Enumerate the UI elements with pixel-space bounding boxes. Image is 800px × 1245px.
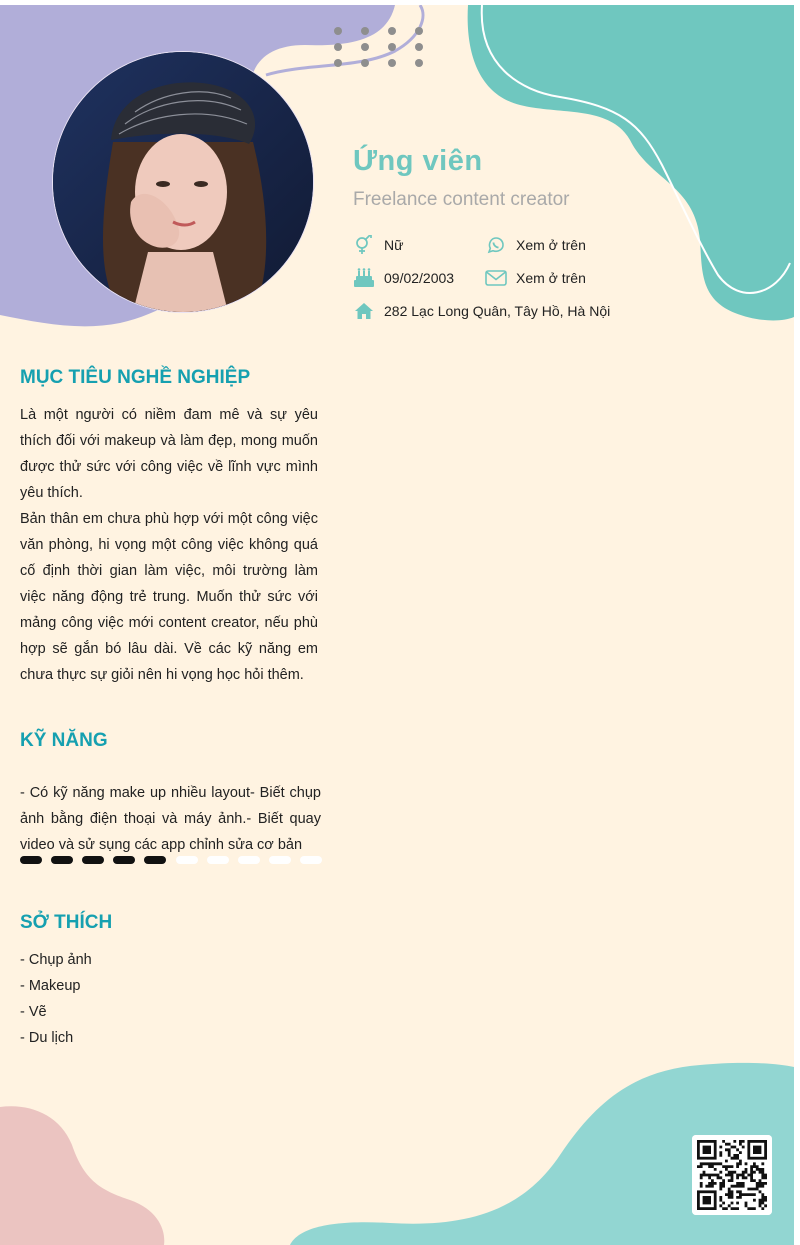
- career-objective-paragraph-2: Bản thân em chưa phù hợp với một công việc văn phòng, hi vọng một công việc không quá cố định thời gian làm việc, môi trường làm việc năng động trẻ trung. Muốn thử sức với mảng công việc mới content creator, nếu phù hợp sẽ gắn bó lâu dài. Về các kỹ năng em chưa thực sự giỏi nên hi vọng học hỏi thêm.: [20, 511, 318, 683]
- gender-icon: [353, 235, 375, 255]
- career-objective-paragraph-1: Là một người có niềm đam mê và sự yêu thích đối với makeup và làm đẹp, mong muốn được thử sức với công việc về lĩnh vực mình yêu thích.: [20, 407, 318, 501]
- email-value: Xem ở trên: [516, 270, 586, 286]
- hobbies-list: [20, 947, 92, 1051]
- address-value: 282 Lạc Long Quân, Tây Hồ, Hà Nội: [384, 303, 611, 319]
- gender-row: [353, 235, 403, 255]
- rating-dot-empty: [269, 856, 291, 864]
- candidate-name: Ứng viên: [353, 145, 483, 177]
- candidate-title: Freelance content creator: [353, 189, 570, 210]
- birthday-row: [353, 268, 454, 288]
- rating-dot-empty: [300, 856, 322, 864]
- phone-value: Xem ở trên: [516, 237, 586, 253]
- hobbies-heading: SỞ THÍCH: [20, 912, 113, 933]
- list-item: - Chụp ảnh: [20, 952, 92, 968]
- rating-dot-empty: [238, 856, 260, 864]
- rating-dot-filled: [51, 856, 73, 864]
- email-row: [485, 268, 586, 288]
- mail-icon: [485, 268, 507, 288]
- cake-icon: [353, 268, 375, 288]
- gender-value: Nữ: [384, 237, 404, 253]
- skills-heading: KỸ NĂNG: [20, 730, 108, 751]
- rating-dot-empty: [207, 856, 229, 864]
- phone-row: [485, 235, 586, 255]
- list-item: - Vẽ: [20, 1004, 47, 1020]
- rating-dot-empty: [176, 856, 198, 864]
- list-item: - Makeup: [20, 978, 81, 994]
- skills-text: - Có kỹ năng make up nhiều layout- Biết chụp ảnh bằng điện thoại và máy ảnh.- Biết quay video và sử sụng các app chỉnh sửa cơ bản: [20, 785, 321, 853]
- list-item: - Du lịch: [20, 1030, 74, 1046]
- profile-photo: [52, 51, 314, 313]
- whatsapp-icon: [485, 235, 507, 255]
- qr-code[interactable]: [692, 1135, 772, 1215]
- rating-dot-filled: [113, 856, 135, 864]
- rating-dot-filled: [20, 856, 42, 864]
- home-icon: [353, 301, 375, 321]
- skill-rating: [20, 856, 322, 866]
- rating-dot-filled: [144, 856, 166, 864]
- cv-page: [0, 5, 794, 1245]
- address-row: [353, 301, 610, 321]
- rating-dot-filled: [82, 856, 104, 864]
- birthday-value: 09/02/2003: [384, 270, 455, 286]
- career-objective-heading: MỤC TIÊU NGHỀ NGHIỆP: [20, 367, 251, 388]
